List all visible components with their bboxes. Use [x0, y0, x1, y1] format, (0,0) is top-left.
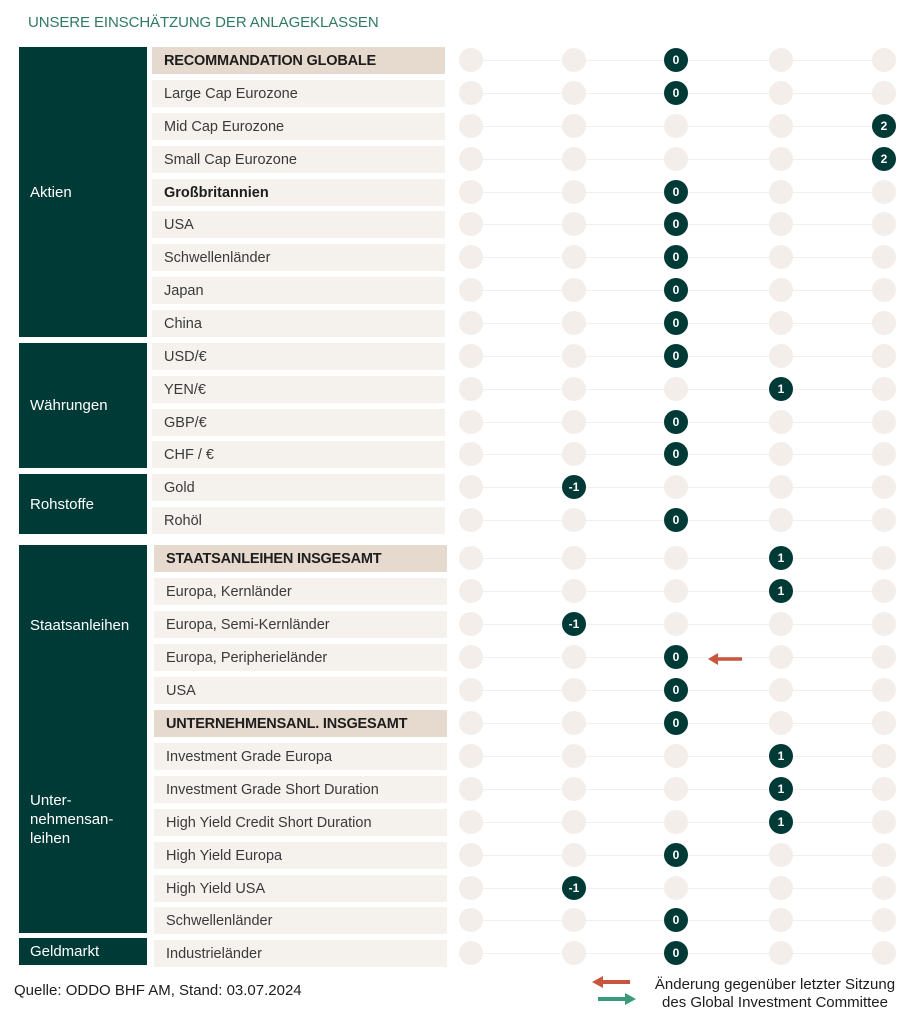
row-label: Gold [152, 474, 445, 501]
scale-dot [562, 678, 586, 702]
scale-dot [459, 546, 483, 570]
scale-dot [872, 442, 896, 466]
scale-dot [562, 810, 586, 834]
scale-dot [562, 344, 586, 368]
change-arrow-left-icon [708, 651, 744, 667]
scale-dot [459, 843, 483, 867]
scale-dot [562, 410, 586, 434]
scale-dot [562, 180, 586, 204]
scale-dot [459, 744, 483, 768]
scale-dot [459, 278, 483, 302]
rating-marker: 2 [872, 147, 896, 171]
scale-dot [459, 810, 483, 834]
scale-dot [769, 344, 793, 368]
scale-dot [562, 908, 586, 932]
scale-dot [872, 508, 896, 532]
page-title: UNSERE EINSCHÄTZUNG DER ANLAGEKLASSEN [28, 14, 379, 31]
scale-dot [459, 941, 483, 965]
scale-dot [562, 48, 586, 72]
scale-dot [872, 180, 896, 204]
legend-arrow-up-icon [596, 992, 636, 1006]
scale-dot [562, 711, 586, 735]
scale-dot [872, 48, 896, 72]
scale-dot [562, 81, 586, 105]
row-label: Europa, Peripherieländer [154, 644, 447, 671]
scale-dot [459, 344, 483, 368]
rating-marker: 0 [664, 344, 688, 368]
scale-dot [769, 81, 793, 105]
row-label: High Yield Credit Short Duration [154, 809, 447, 836]
legend-arrow-down-icon [592, 975, 632, 989]
row-label: UNTERNEHMENSANL. INSGESAMT [154, 710, 447, 737]
row-label: China [152, 310, 445, 337]
row-label: High Yield Europa [154, 842, 447, 869]
row-label: Mid Cap Eurozone [152, 113, 445, 140]
rating-marker: 0 [664, 278, 688, 302]
scale-dot [562, 941, 586, 965]
scale-dot [459, 777, 483, 801]
row-label: Industrieländer [154, 940, 447, 967]
category-label: Aktien [30, 183, 72, 201]
rating-marker: 0 [664, 180, 688, 204]
row-label: Small Cap Eurozone [152, 146, 445, 173]
scale-dot [769, 180, 793, 204]
scale-dot [562, 508, 586, 532]
category-label: Währungen [30, 397, 108, 414]
scale-dot [872, 908, 896, 932]
rating-marker: 0 [664, 843, 688, 867]
legend-line-2: des Global Investment Committee [662, 994, 888, 1011]
rating-marker: 0 [664, 410, 688, 434]
rating-marker: 0 [664, 645, 688, 669]
scale-dot [769, 245, 793, 269]
scale-dot [664, 579, 688, 603]
row-label: Japan [152, 277, 445, 304]
rating-marker: 1 [769, 377, 793, 401]
legend-text [640, 976, 910, 1012]
scale-dot [664, 612, 688, 636]
rating-marker: 0 [664, 908, 688, 932]
row-label: USA [152, 211, 445, 238]
scale-dot [872, 212, 896, 236]
scale-dot [459, 377, 483, 401]
row-label: Investment Grade Europa [154, 743, 447, 770]
scale-dot [459, 475, 483, 499]
scale-dot [459, 410, 483, 434]
scale-dot [562, 245, 586, 269]
scale-dot [872, 475, 896, 499]
scale-dot [769, 876, 793, 900]
scale-dot [664, 810, 688, 834]
rating-marker: 0 [664, 508, 688, 532]
category-label: Rohstoffe [30, 495, 94, 513]
rating-marker: -1 [562, 612, 586, 636]
scale-dot [872, 344, 896, 368]
scale-dot [769, 843, 793, 867]
scale-dot [769, 311, 793, 335]
scale-dot [459, 245, 483, 269]
scale-dot [562, 114, 586, 138]
scale-dot [459, 180, 483, 204]
scale-dot [769, 442, 793, 466]
row-label: Schwellenländer [154, 907, 447, 934]
rating-marker: 0 [664, 311, 688, 335]
scale-dot [562, 843, 586, 867]
scale-dot [562, 311, 586, 335]
scale-dot [459, 114, 483, 138]
scale-dot [769, 941, 793, 965]
scale-dot [872, 81, 896, 105]
scale-dot [769, 212, 793, 236]
scale-dot [459, 147, 483, 171]
category-geldmarkt [19, 938, 147, 965]
category-staatsanleihen [19, 545, 147, 706]
scale-dot [872, 941, 896, 965]
scale-dot [769, 114, 793, 138]
scale-dot [459, 876, 483, 900]
row-label: RECOMMANDATION GLOBALE [152, 47, 445, 74]
scale-dot [459, 612, 483, 636]
row-label: Investment Grade Short Duration [154, 776, 447, 803]
scale-dot [459, 508, 483, 532]
scale-dot [664, 744, 688, 768]
rating-marker: 0 [664, 81, 688, 105]
scale-dot [459, 711, 483, 735]
scale-dot [562, 377, 586, 401]
row-label: GBP/€ [152, 409, 445, 436]
rating-marker: 0 [664, 941, 688, 965]
rating-marker: 0 [664, 212, 688, 236]
scale-dot [872, 777, 896, 801]
row-label: Rohöl [152, 507, 445, 534]
scale-dot [872, 744, 896, 768]
category-rohstoffe [19, 474, 147, 534]
scale-dot [872, 645, 896, 669]
scale-dot [769, 645, 793, 669]
scale-dot [459, 579, 483, 603]
rating-marker: -1 [562, 876, 586, 900]
scale-dot [562, 546, 586, 570]
scale-dot [872, 245, 896, 269]
scale-dot [769, 147, 793, 171]
row-label: STAATSANLEIHEN INSGESAMT [154, 545, 447, 572]
scale-dot [769, 678, 793, 702]
scale-dot [872, 579, 896, 603]
scale-dot [769, 711, 793, 735]
row-label: Schwellenländer [152, 244, 445, 271]
category-label: Geldmarkt [30, 943, 100, 960]
row-label: High Yield USA [154, 875, 447, 902]
scale-dot [872, 612, 896, 636]
scale-dot [562, 212, 586, 236]
scale-dot [872, 843, 896, 867]
scale-dot [769, 475, 793, 499]
row-label: USA [154, 677, 447, 704]
scale-dot [459, 311, 483, 335]
rating-marker: 0 [664, 245, 688, 269]
row-label: CHF / € [152, 441, 445, 468]
rating-marker: 0 [664, 48, 688, 72]
category-aktien [19, 47, 147, 337]
scale-dot [872, 546, 896, 570]
scale-dot [562, 147, 586, 171]
rating-marker: 1 [769, 546, 793, 570]
scale-dot [459, 645, 483, 669]
scale-dot [769, 612, 793, 636]
rating-marker: 1 [769, 579, 793, 603]
scale-dot [562, 645, 586, 669]
scale-dot [872, 278, 896, 302]
row-label: Europa, Semi-Kernländer [154, 611, 447, 638]
scale-dot [562, 278, 586, 302]
category-unternehmensanleihen [19, 706, 147, 933]
scale-dot [459, 908, 483, 932]
scale-dot [872, 678, 896, 702]
scale-dot [562, 744, 586, 768]
rating-marker: 1 [769, 810, 793, 834]
scale-dot [769, 508, 793, 532]
legend-line-1: Änderung gegenüber letzter Sitzung [654, 976, 896, 993]
scale-dot [459, 212, 483, 236]
row-label: YEN/€ [152, 376, 445, 403]
scale-dot [664, 546, 688, 570]
scale-dot [769, 410, 793, 434]
scale-dot [664, 114, 688, 138]
source-note: Quelle: ODDO BHF AM, Stand: 03.07.2024 [14, 982, 302, 999]
scale-dot [769, 908, 793, 932]
scale-dot [769, 278, 793, 302]
scale-dot [459, 442, 483, 466]
row-label: Großbritannien [152, 179, 445, 206]
scale-dot [769, 48, 793, 72]
category-label: Staatsanleihen [30, 617, 130, 634]
rating-marker: 0 [664, 442, 688, 466]
scale-dot [562, 442, 586, 466]
scale-dot [664, 377, 688, 401]
scale-dot [872, 876, 896, 900]
scale-dot [459, 678, 483, 702]
scale-dot [872, 711, 896, 735]
rating-marker: 0 [664, 678, 688, 702]
category-waehrungen [19, 343, 147, 468]
scale-dot [872, 410, 896, 434]
rating-marker: 1 [769, 744, 793, 768]
scale-dot [562, 777, 586, 801]
scale-dot [872, 377, 896, 401]
scale-dot [459, 81, 483, 105]
scale-dot [664, 777, 688, 801]
row-label: Large Cap Eurozone [152, 80, 445, 107]
row-label: USD/€ [152, 343, 445, 370]
rating-marker: 2 [872, 114, 896, 138]
scale-dot [664, 147, 688, 171]
category-label: Unter- nehmensan- leihen [30, 792, 114, 847]
scale-dot [664, 475, 688, 499]
scale-dot [664, 876, 688, 900]
rating-marker: 0 [664, 711, 688, 735]
rating-marker: -1 [562, 475, 586, 499]
scale-dot [872, 311, 896, 335]
scale-dot [872, 810, 896, 834]
scale-dot [562, 579, 586, 603]
scale-dot [459, 48, 483, 72]
row-label: Europa, Kernländer [154, 578, 447, 605]
rating-marker: 1 [769, 777, 793, 801]
